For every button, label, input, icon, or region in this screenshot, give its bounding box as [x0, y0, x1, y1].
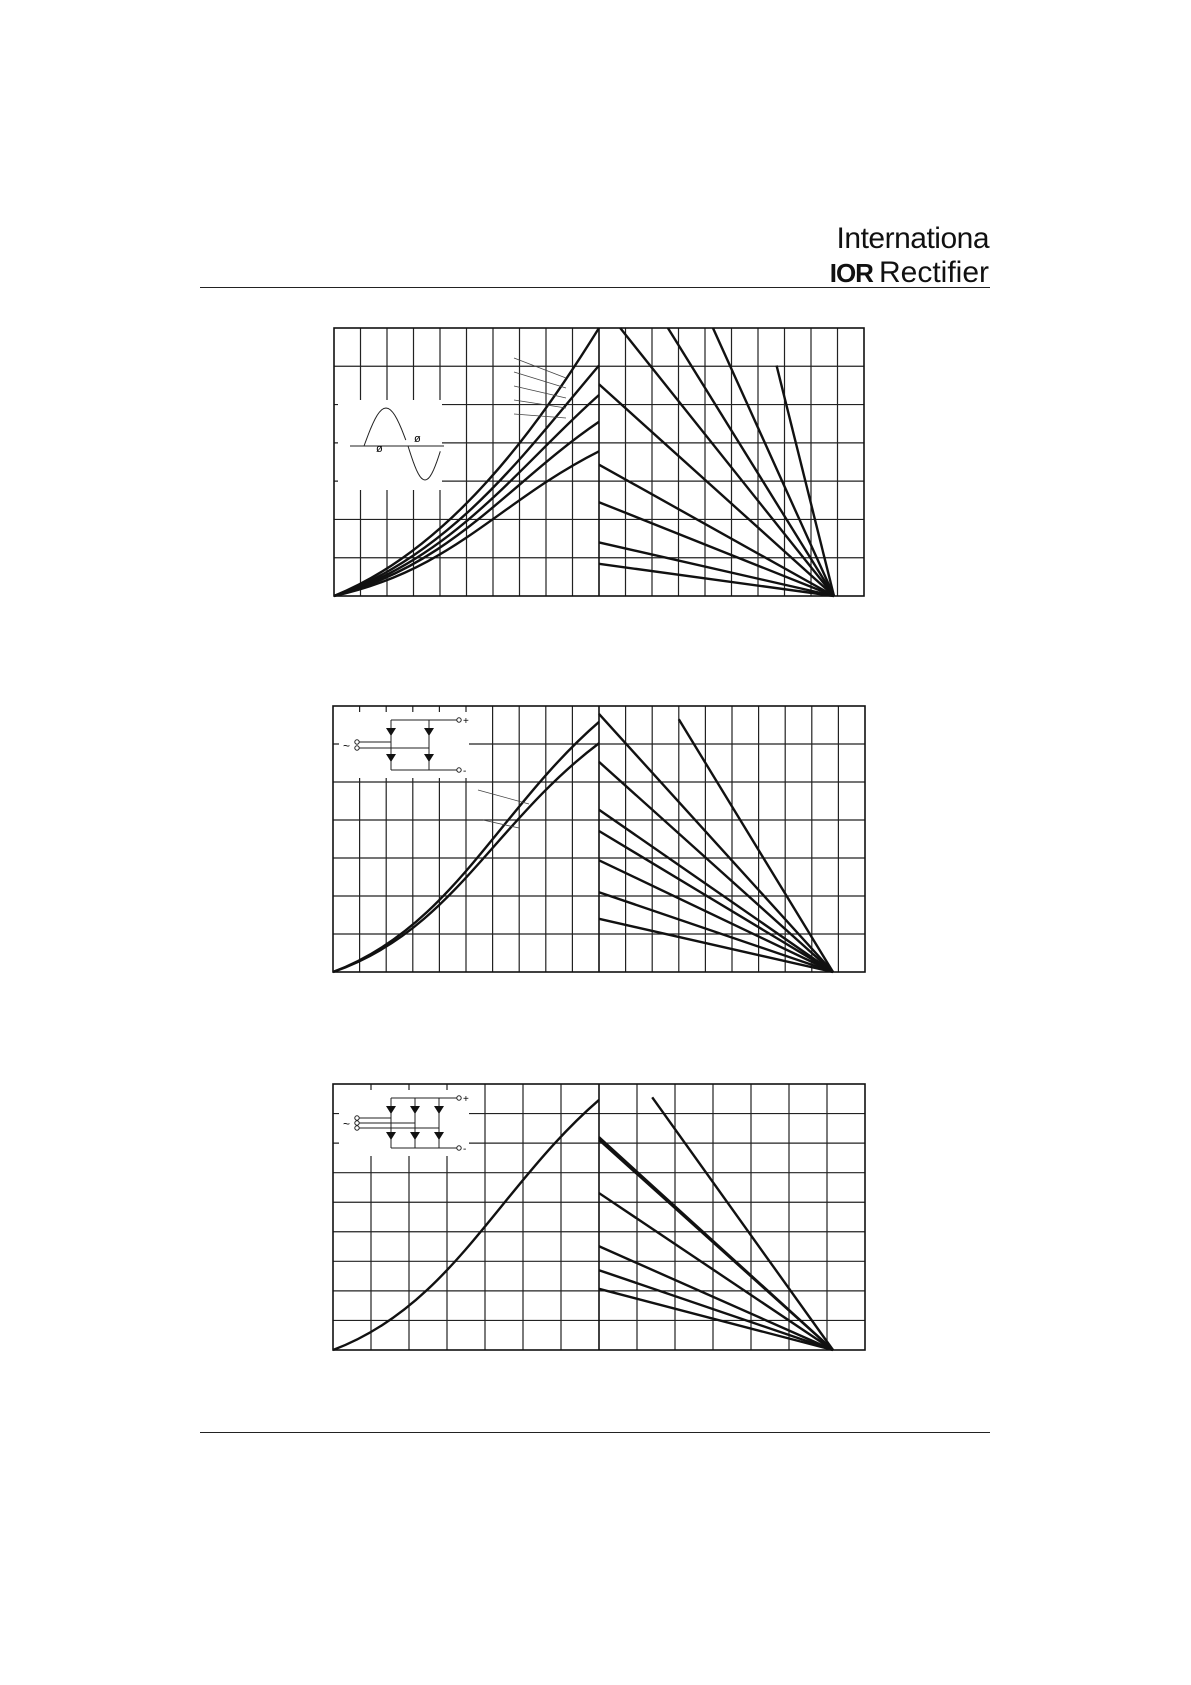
- brand-name-line2: Rectifier: [878, 256, 989, 289]
- inset-background: [339, 712, 469, 778]
- right-series-line: [652, 1097, 833, 1350]
- leader-line: [514, 372, 566, 388]
- right-series-line: [599, 465, 834, 596]
- terminal-icon: [355, 1126, 359, 1130]
- terminal-icon: [457, 1146, 461, 1150]
- terminal-icon: [457, 1096, 461, 1100]
- leader-line: [514, 358, 566, 378]
- negative-terminal-label: -: [463, 766, 467, 777]
- right-series-line: [599, 1137, 833, 1350]
- chart-svg-top: [334, 328, 864, 596]
- positive-terminal-label: +: [463, 716, 469, 727]
- negative-terminal-label: -: [463, 1144, 467, 1155]
- right-series-line: [599, 1193, 833, 1350]
- ior-logo-mark: IOR: [829, 258, 873, 288]
- header-divider: [200, 287, 990, 288]
- terminal-icon: [355, 1121, 359, 1125]
- positive-terminal-label: +: [463, 1094, 469, 1105]
- right-series-line: [599, 762, 833, 972]
- terminal-icon: [355, 1116, 359, 1120]
- chart-panel-middle: [333, 706, 865, 972]
- single-phase-bridge-inset: [339, 712, 469, 778]
- right-series-line: [599, 810, 833, 972]
- terminal-icon: [457, 768, 461, 772]
- brand-logo: [830, 222, 989, 290]
- chart-svg-middle: [333, 706, 865, 972]
- brand-name-line1: Internationa: [836, 222, 989, 255]
- chart-panel-top: [334, 328, 864, 596]
- chart-panel-bottom: [333, 1084, 865, 1350]
- brand-name-line2-row: [830, 256, 989, 290]
- terminal-icon: [457, 718, 461, 722]
- leader-line: [478, 790, 529, 804]
- conduction-angle-label: ø: [376, 443, 383, 455]
- right-series-line: [599, 384, 834, 596]
- chart-svg-bottom: [333, 1084, 865, 1350]
- three-phase-bridge-inset: [339, 1090, 469, 1156]
- ac-symbol-label: ~: [343, 739, 351, 753]
- terminal-icon: [355, 746, 359, 750]
- right-series-line: [668, 328, 834, 596]
- right-series-line: [599, 831, 833, 972]
- footer-divider: [200, 1432, 990, 1433]
- conduction-angle-label: ø: [414, 433, 421, 445]
- waveform-inset: [338, 358, 566, 490]
- ac-symbol-label: ~: [343, 1117, 351, 1131]
- terminal-icon: [355, 740, 359, 744]
- right-series-line: [599, 919, 833, 972]
- inset-background: [338, 400, 442, 490]
- right-series-line: [599, 1270, 833, 1350]
